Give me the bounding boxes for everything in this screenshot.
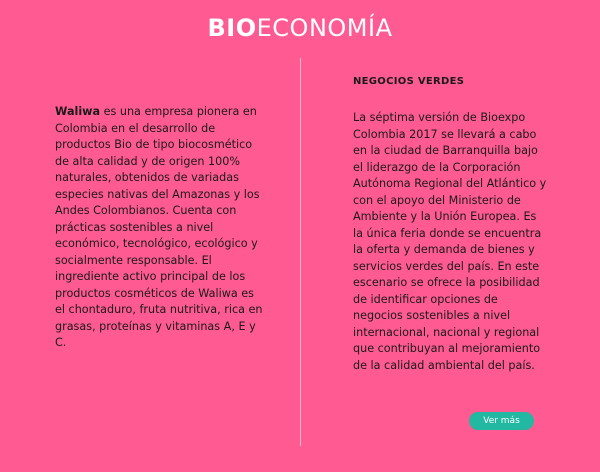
page-title-bold: BIO: [207, 14, 257, 42]
waliwa-description: [55, 104, 265, 352]
negocios-verdes-section: [353, 76, 548, 374]
page-title: [0, 14, 600, 42]
brand-name: Waliwa: [55, 105, 101, 118]
page-title-light: ECONOMÍA: [256, 14, 393, 42]
section-text: La séptima versión de Bioexpo Colombia 2017 se llevará a cabo en la ciudad de Barranquilla bajo el liderazgo de la Corporación Autónoma Regional del Atlántico y con el apoyo del Ministerio de Ambiente y la Unión Europea. Es la única feria donde se encuentra la oferta y demanda de bienes y servicios verdes del país. En este escenario se ofrece la posibilidad de identificar opciones de negocios sostenibles a nivel internacional, nacional y regional que contribuyan al mejoramiento de la calidad ambiental del país.: [353, 111, 547, 372]
waliwa-description-text: es una empresa pionera en Colombia en el desarrollo de productos Bio de tipo biocosmético de alta calidad y de origen 100% naturales, obtenidos de variadas especies nativas del Amazonas y los Andes Colombianos. Cuenta con prácticas sostenibles a nivel económico, tecnológico, ecológico y socialmente responsable. El ingrediente activo principal de los productos cosméticos de Waliwa es el chontaduro, fruta nutritiva, rica en grasas, proteínas y vitaminas A, E y C.: [55, 105, 263, 349]
column-divider: [300, 58, 301, 446]
ver-mas-button[interactable]: Ver más: [469, 412, 534, 430]
section-heading: NEGOCIOS VERDES: [353, 76, 465, 87]
